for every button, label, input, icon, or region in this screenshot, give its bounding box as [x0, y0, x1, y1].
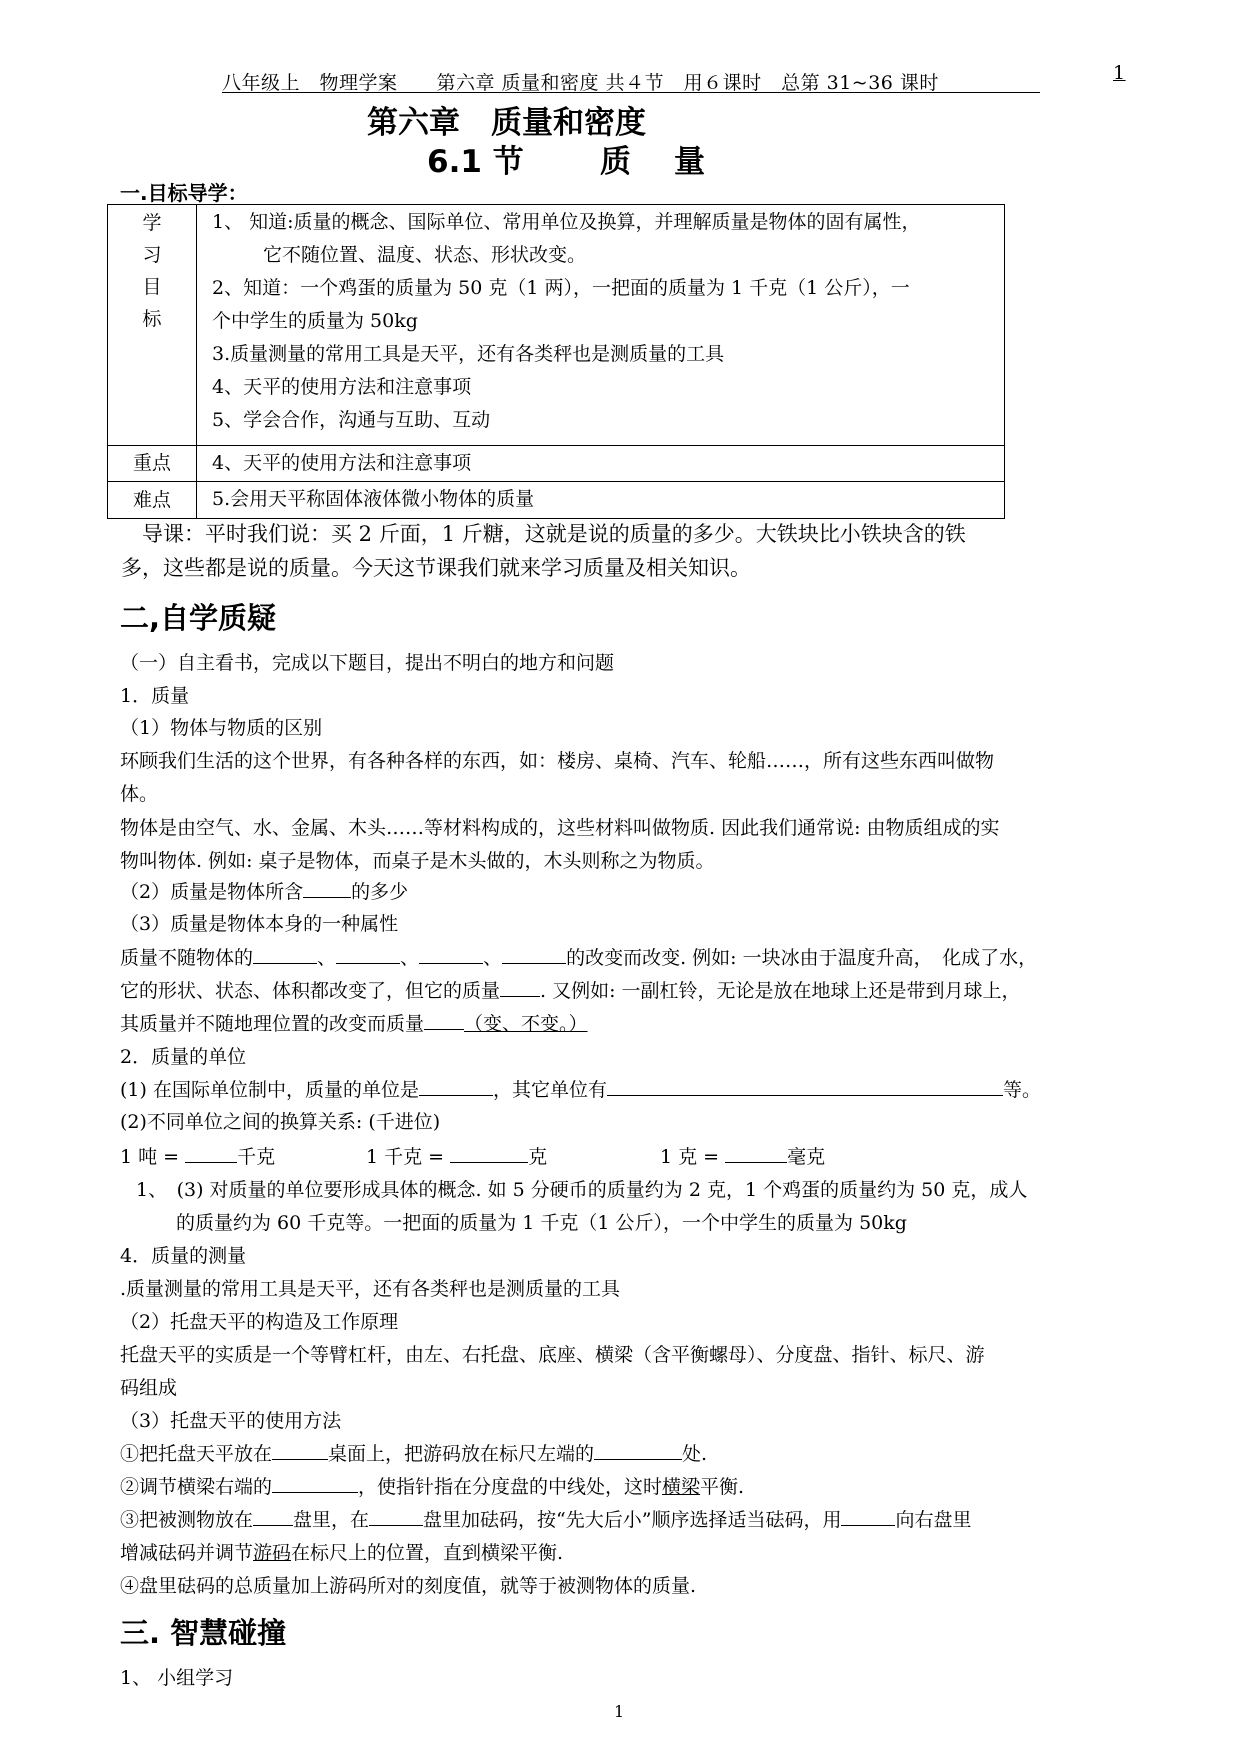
self-study-instruction: （一）自主看书，完成以下题目，提出不明白的地方和问题 — [120, 652, 615, 674]
conversion-text: 1 千克 = — [366, 1146, 445, 1168]
q3-text: 它的形状、状态、体积都改变了，但它的质量 — [120, 980, 501, 1002]
step-text: 桌面上，把游码放在标尺左端的 — [328, 1443, 595, 1465]
intro-line-1: 导课：平时我们说：买 2 斤面，1 斤糖，这就是说的质量的多少。大铁块比小铁块含的铁 — [121, 522, 966, 546]
footer-page-number: 1 — [614, 1702, 625, 1721]
header-rule — [222, 92, 1040, 93]
goals-label-4: 标 — [142, 308, 162, 330]
goal-line: 2、知道：一个鸡蛋的质量为 50 克（1 两），一把面的质量为 1 千克（1 公斤），一 — [212, 277, 910, 299]
conversion-unit: 毫克 — [787, 1146, 826, 1168]
step-text: 盘里，在 — [293, 1509, 370, 1531]
goals-label-cell — [108, 205, 197, 446]
goals-row — [108, 205, 1005, 446]
units-conversion-heading: (2)不同单位之间的换算关系: (千进位) — [120, 1111, 441, 1133]
conversion-kg — [366, 1141, 547, 1173]
blank-field[interactable] — [272, 1472, 358, 1493]
step-underlined-text: 游码 — [253, 1542, 292, 1564]
blank-field[interactable] — [594, 1439, 682, 1460]
goals-label-2: 习 — [142, 244, 162, 266]
blank-field[interactable] — [253, 1505, 293, 1526]
units-text: 等。 — [1002, 1079, 1041, 1101]
goals-content-cell — [197, 205, 1005, 446]
balance-structure-heading: （2）托盘天平的构造及工作原理 — [120, 1311, 399, 1333]
section3-heading: 三. 智慧碰撞 — [120, 1616, 287, 1650]
step-text: ②调节横梁右端的 — [120, 1476, 273, 1498]
balance-structure-line-2: 码组成 — [120, 1377, 178, 1399]
topic-title: 质 量 — [600, 144, 711, 180]
step-1 — [120, 1438, 707, 1470]
key-text: 4、天平的使用方法和注意事项 — [212, 452, 472, 474]
measurement-heading: 4．质量的测量 — [120, 1245, 247, 1267]
object-para-2a: 物体是由空气、水、金属、木头……等材料构成的，这些材料叫做物质. 因此我们通常说: 由物质组成的实 — [120, 817, 1000, 839]
group-study-item: 1、 小组学习 — [120, 1667, 234, 1689]
step-4: ④盘里砝码的总质量加上游码所对的刻度值，就等于被测物体的质量. — [120, 1575, 697, 1597]
blank-field[interactable] — [500, 976, 540, 997]
units-line-1 — [120, 1074, 1041, 1106]
difficulty-cell — [197, 482, 1005, 519]
blank-field[interactable] — [369, 1505, 423, 1526]
question-3-line-1 — [120, 942, 1037, 974]
step-text: 向右盘里 — [895, 1509, 972, 1531]
blank-field[interactable] — [419, 1075, 493, 1096]
question-3-line-2 — [120, 975, 1021, 1007]
question-2-text-a: （2）质量是物体所含 — [120, 881, 304, 903]
blank-field[interactable] — [450, 1142, 528, 1163]
conversion-ton — [120, 1141, 275, 1173]
step-text: ①把托盘天平放在 — [120, 1443, 273, 1465]
key-cell — [197, 446, 1005, 482]
q3-text: 的改变而改变. 例如: 一块冰由于温度升高， 化成了水， — [566, 947, 1038, 969]
blank-field[interactable] — [185, 1142, 237, 1163]
blank-field[interactable] — [841, 1505, 895, 1526]
units-text: (1) 在国际单位制中，质量的单位是 — [120, 1079, 419, 1101]
conversion-g — [660, 1141, 825, 1173]
key-label: 重点 — [108, 446, 197, 482]
chapter-title: 第六章 质量和密度 — [367, 105, 646, 141]
step-text: 增减砝码并调节 — [120, 1542, 254, 1564]
difficulty-label: 难点 — [108, 482, 197, 519]
step-text: 在标尺上的位置，直到横梁平衡. — [291, 1542, 564, 1564]
q3-text: 质量不随物体的 — [120, 947, 254, 969]
question-2-text-b: 的多少 — [351, 881, 409, 903]
key-row — [108, 446, 1005, 482]
q3-sep: 、 — [400, 947, 420, 969]
blank-field[interactable] — [419, 943, 483, 964]
blank-field[interactable] — [303, 877, 351, 898]
q3-choice-text: （变、不变。） — [464, 1013, 588, 1035]
step-text: ③把被测物放在 — [120, 1509, 254, 1531]
conversion-text: 1 克 = — [660, 1146, 720, 1168]
q3-sep: 、 — [483, 947, 503, 969]
question-3-heading: （3）质量是物体本身的一种属性 — [120, 913, 399, 935]
question-2 — [120, 876, 408, 908]
step-2 — [120, 1471, 744, 1503]
page-corner-number: 1 — [1113, 62, 1126, 84]
step-text: ，使指针指在分度盘的中线处，这时 — [358, 1476, 663, 1498]
units-heading: 2．质量的单位 — [120, 1046, 247, 1068]
blank-field[interactable] — [253, 943, 317, 964]
intro-line-2: 多，这些都是说的质量。今天这节课我们就来学习质量及相关知识。 — [121, 556, 751, 580]
step-underlined-text: 横梁 — [662, 1476, 701, 1498]
balance-structure-line-1: 托盘天平的实质是一个等臂杠杆，由左、右托盘、底座、横梁（含平衡螺母）、分度盘、指针、标尺、游 — [120, 1344, 985, 1366]
section-title: 6.1 节 — [427, 144, 524, 180]
conversion-unit: 克 — [528, 1146, 548, 1168]
step-text: 平衡. — [700, 1476, 745, 1498]
blank-field[interactable] — [725, 1142, 787, 1163]
balance-usage-heading: （3）托盘天平的使用方法 — [120, 1410, 342, 1432]
step-3-line-2 — [120, 1537, 563, 1569]
measurement-tools: .质量测量的常用工具是天平，还有各类秤也是测质量的工具 — [120, 1278, 621, 1300]
units-text: ，其它单位有 — [492, 1079, 607, 1101]
blank-field[interactable] — [272, 1439, 328, 1460]
goals-table — [107, 204, 1005, 519]
object-para-1b: 体。 — [120, 783, 159, 805]
section1-heading: 一.目标导学： — [120, 181, 248, 205]
goal-line: 个中学生的质量为 50kg — [212, 310, 418, 332]
object-substance-heading: （1）物体与物质的区别 — [120, 717, 323, 739]
question-3-line-3 — [120, 1008, 588, 1040]
units-concept-line-1: 1、 (3) 对质量的单位要形成具体的概念. 如 5 分硬币的质量约为 2 克，1 个鸡蛋的质量约为 50 克，成人 — [136, 1179, 1028, 1201]
goals-label-1: 学 — [142, 212, 162, 234]
conversion-unit: 千克 — [237, 1146, 276, 1168]
section2-heading: 二,自学质疑 — [120, 601, 277, 635]
mass-heading: 1．质量 — [120, 685, 190, 707]
q3-text: . 又例如: 一副杠铃，无论是放在地球上还是带到月球上， — [540, 980, 1021, 1002]
object-para-2b: 物叫物体. 例如: 桌子是物体，而桌子是木头做的，木头则称之为物质。 — [120, 850, 715, 872]
header-text: 八年级上 物理学案 第六章 质量和密度 共４节 用６课时 总第 31~36 课时 — [222, 72, 959, 94]
units-concept-line-2: 的质量约为 60 千克等。一把面的质量为 1 千克（1 公斤），一个中学生的质量为 50kg — [176, 1212, 907, 1234]
step-text: 处. — [682, 1443, 708, 1465]
goals-label-3: 目 — [142, 276, 162, 298]
step-3-line-1 — [120, 1504, 971, 1536]
goal-line: 3.质量测量的常用工具是天平，还有各类秤也是测质量的工具 — [212, 343, 725, 365]
conversion-text: 1 吨 = — [120, 1146, 180, 1168]
blank-field[interactable] — [424, 1009, 464, 1030]
goal-line: 4、天平的使用方法和注意事项 — [212, 376, 472, 398]
goal-line: 它不随位置、温度、状态、形状改变。 — [238, 244, 587, 266]
blank-field[interactable] — [336, 943, 400, 964]
q3-text: 其质量并不随地理位置的改变而质量 — [120, 1013, 425, 1035]
blank-field[interactable] — [502, 943, 566, 964]
blank-field[interactable] — [607, 1075, 1003, 1096]
object-para-1a: 环顾我们生活的这个世界，有各种各样的东西，如：楼房、桌椅、汽车、轮船……，所有这些东西叫做物 — [120, 750, 995, 772]
difficulty-row — [108, 482, 1005, 519]
q3-sep: 、 — [317, 947, 337, 969]
goal-line: 1、 知道:质量的概念、国际单位、常用单位及换算，并理解质量是物体的固有属性， — [212, 211, 921, 233]
goal-line: 5、学会合作，沟通与互助、互动 — [212, 409, 491, 431]
step-text: 盘里加砝码，按“先大后小”顺序选择适当砝码，用 — [423, 1509, 842, 1531]
difficulty-text: 5.会用天平称固体液体微小物体的质量 — [212, 488, 535, 510]
